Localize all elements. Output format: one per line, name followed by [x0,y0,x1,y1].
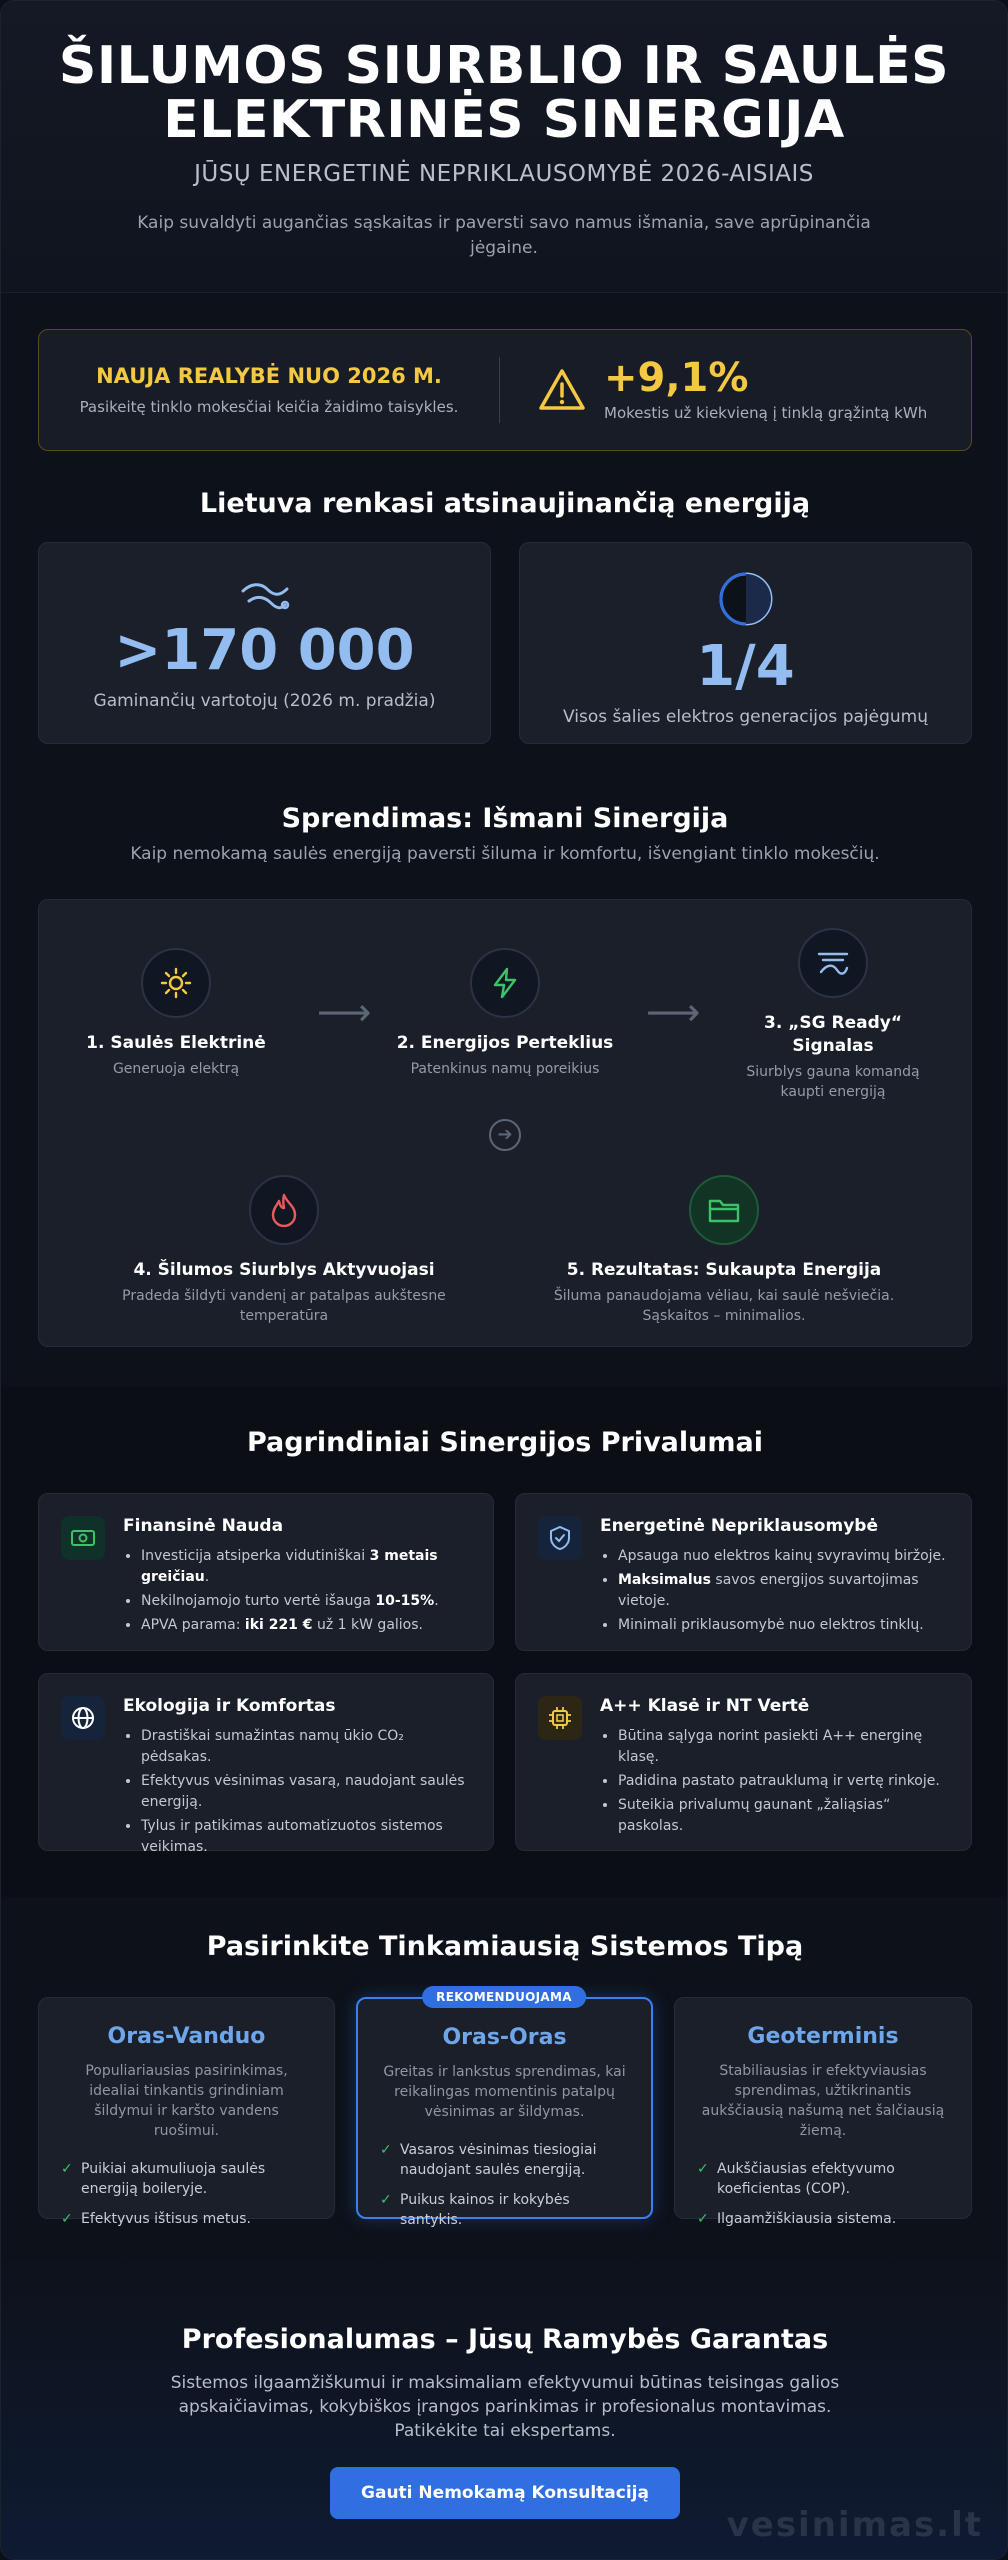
flow-step-1-title: 1. Saulės Elektrinė [86,1033,266,1053]
check-icon: ✓ [697,2211,709,2227]
type-desc: Populiariausias pasirinkimas, idealiai tinkantis grindiniam šildymui ir karšto vandens ruošimui. [85,2063,288,2139]
lightning-icon [490,967,520,999]
signal-icon [815,948,851,978]
stat-card-producers [38,542,491,744]
benefit-point: • Minimali priklausomybė nuo elektros tinklų. [618,1615,949,1636]
footer-text-line: Patikėkite tai ekspertams. [394,2421,616,2441]
flow-step-5-desc: Šiluma panaudojama vėliau, kai saulė nešviečia. Sąskaitos – minimalios. [553,1288,895,1324]
warning-icon [538,368,586,412]
type-point: ✓ Aukščiausias efektyvumo koeficientas (COP). [697,2161,895,2197]
type-title: Oras-Oras [442,2025,567,2050]
type-title: Geoterminis [747,2024,899,2049]
wind-icon [237,577,293,617]
check-icon: ✓ [61,2211,73,2227]
type-card-air-air[interactable] [356,1997,653,2228]
benefit-title-ecology: Ekologija ir Komfortas [123,1696,336,1716]
alert-value-desc: Mokestis už kiekvieną į tinklą grąžintą kWh [604,404,928,422]
arrow-right-icon: ⟶ [317,990,372,1034]
folder-icon [707,1196,741,1224]
footer-title: Profesionalumas – Jūsų Ramybės Garantas [181,2324,829,2355]
hero-title-line2: ELEKTRINĖS SINERGIJA [163,90,845,150]
shield-icon [548,1525,572,1551]
arrow-right-icon: ⟶ [646,990,701,1034]
type-point: ✓ Vasaros vėsinimas tiesiogiai naudojant saulės energiją. [380,2142,597,2178]
solution-title: Sprendimas: Išmani Sinergija [281,803,729,834]
hero-lead: Kaip suvaldyti augančias sąskaitas ir paversti savo namus išmania, save aprūpinančia jėgaine. [137,213,871,258]
benefit-point: • APVA parama: iki 221 € už 1 kW galios. [141,1615,471,1636]
benefit-point: • Suteikia privalumų gaunant „žaliąsias“ paskolas. [618,1795,949,1837]
benefit-card-finance [38,1493,494,1651]
flow-step-2 [381,948,629,1079]
hero-title [1,36,1007,150]
benefit-card-independence [515,1493,972,1651]
stat-label-capacity: Visos šalies elektros generacijos pajėgumų [562,707,928,727]
benefit-title-independence: Energetinė Nepriklausomybė [600,1516,878,1536]
benefit-point: • Padidina pastato patrauklumą ir vertę rinkoje. [618,1771,949,1792]
flow-step-2-desc: Patenkinus namų poreikius [410,1061,600,1077]
benefit-point: • Nekilnojamojo turto vertė išauga 10-15%. [141,1591,471,1612]
recommended-badge: REKOMENDUOJAMA [422,1986,586,2008]
globe-icon [70,1705,96,1731]
benefit-point: • Investicija atsiperka vidutiniškai 3 metais greičiau. [141,1546,471,1588]
benefit-point: • Apsauga nuo elektros kainų svyravimų biržoje. [618,1546,949,1567]
flow-step-4-desc: Pradeda šildyti vandenį ar patalpas aukštesne temperatūra [122,1288,446,1324]
flow-step-4-title: 4. Šilumos Siurblys Aktyvuojasi [133,1260,435,1280]
footer-text-line: Sistemos ilgaamžiškumui ir maksimaliam efektyvumui būtinas teisingas galios [170,2373,840,2393]
hero-title-line1: ŠILUMOS SIURBLIO IR SAULĖS [58,36,950,96]
check-icon: ✓ [61,2161,73,2177]
benefits-title: Pagrindiniai Sinergijos Privalumai [246,1427,763,1458]
benefit-point: • Efektyvus vėsinimas vasarą, naudojant saulės energiją. [141,1771,471,1813]
benefit-point: • Tylus ir patikimas automatizuotos sistemos veikimas. [141,1816,471,1858]
flow-step-3 [713,928,953,1102]
benefit-point: • Maksimalus savos energijos suvartojimas vietoje. [618,1570,949,1612]
flow-step-4 [121,1175,447,1326]
type-card-air-water[interactable] [38,1997,335,2227]
check-icon: ✓ [380,2142,392,2158]
flame-icon [269,1193,299,1227]
stat-value-capacity: 1/4 [696,634,795,699]
consultation-button[interactable]: Gauti Nemokamą Konsultaciją [330,2467,680,2519]
benefit-title-class: A++ Klasė ir NT Vertė [600,1696,810,1716]
types-title: Pasirinkite Tinkamiausią Sistemos Tipą [206,1931,804,1962]
type-point: ✓ Puikiai akumuliuoja saulės energiją boileryje. [61,2161,266,2197]
benefit-point: • Drastiškai sumažintas namų ūkio CO₂ pėdsakas. [141,1726,471,1768]
stat-card-capacity [519,542,972,744]
type-point: ✓ Ilgaamžiškiausia sistema. [697,2211,897,2227]
brand-watermark: vesinimas.lt [726,2505,983,2545]
sun-icon [160,967,192,999]
check-icon: ✓ [380,2192,392,2208]
alert-banner [38,329,972,451]
flow-step-1 [71,948,281,1079]
stat-label-producers: Gaminančių vartotojų (2026 m. pradžia) [93,691,436,711]
solution-subtitle: Kaip nemokamą saulės energiją paversti šiluma ir komfortu, išvengiant tinklo mokesčių. [130,844,880,864]
flow-step-1-desc: Generuoja elektrą [112,1061,240,1077]
flow-step-3-title: 3. „SG Ready“ Signalas [763,1013,902,1056]
type-card-geothermal[interactable] [674,1997,972,2227]
quarter-pie-icon [716,569,776,629]
flow-step-5 [547,1175,901,1326]
stat-value-producers: >170 000 [114,618,415,683]
type-point: ✓ Efektyvus ištisus metus. [61,2211,252,2227]
hero-subtitle: JŪSŲ ENERGETINĖ NEPRIKLAUSOMYBĖ 2026-AISIAIS [194,161,814,187]
type-title: Oras-Vanduo [107,2024,266,2049]
arrow-circle-icon: ➔ [489,1119,521,1151]
alert-value: +9,1% [604,355,749,401]
footer-text-line: apskaičiavimas, kokybiškos įrangos parinkimas ir profesionalus montavimas. [178,2397,832,2417]
alert-desc: Pasikeitę tinklo mokesčiai keičia žaidimo taisykles. [79,398,459,416]
flow-step-5-title: 5. Rezultatas: Sukaupta Energija [566,1260,882,1280]
hero-section [1,1,1007,293]
chip-icon [547,1705,573,1731]
type-desc: Stabiliausias ir efektyviausias sprendimas, užtikrinantis aukščiausią našumą net šalčiausią žiemą. [701,2063,945,2139]
type-point: ✓ Puikus kainos ir kokybės santykis. [380,2192,570,2228]
benefit-point: • Būtina sąlyga norint pasiekti A++ energinę klasę. [618,1726,949,1768]
alert-title: NAUJA REALYBĖ NUO 2026 M. [96,364,442,388]
flow-step-3-desc: Siurblys gauna komandą kaupti energiją [746,1064,920,1100]
benefit-card-class [515,1673,972,1851]
benefit-title-finance: Finansinė Nauda [123,1516,284,1536]
type-desc: Greitas ir lankstus sprendimas, kai reikalingas momentinis patalpų vėsinimas ar šildymas. [383,2064,626,2120]
benefit-card-ecology [38,1673,494,1855]
stats-title: Lietuva renkasi atsinaujinančią energiją [199,488,811,519]
money-icon [70,1528,96,1548]
footer-text [1,2371,1008,2443]
check-icon: ✓ [697,2161,709,2177]
flow-step-2-title: 2. Energijos Perteklius [396,1033,614,1053]
